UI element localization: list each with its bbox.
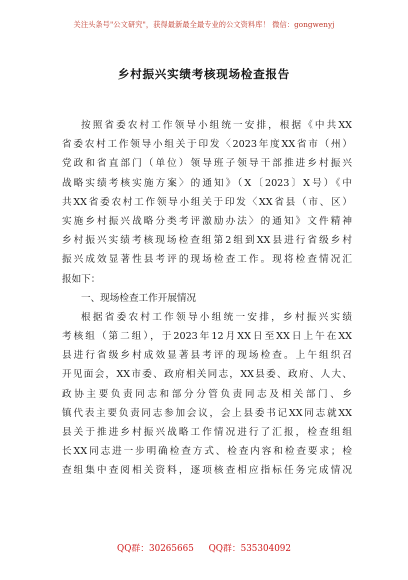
page-title: 乡村振兴实绩考核现场检查报告	[117, 67, 291, 81]
body-line: 报如下：	[62, 273, 101, 285]
body-line: 省委农村工作领导小组关于印发〈2023年度XX省市（州）	[62, 139, 352, 151]
body-line: 政协主要负责同志和部分分管负责同志及相关部门、乡	[62, 388, 352, 400]
document-body	[62, 116, 352, 481]
body-line: 开见面会，XX市委、政府相关同志，XX县委、政府、人大、	[62, 369, 352, 381]
header-promo-note: 关注头条号"公文研究"，获得最新最全最专业的公文资料库！ 微信：gongwenyj	[73, 20, 335, 29]
body-line: 考核组（第二组），于2023年12月XX日至XX日上午在XX	[62, 331, 352, 343]
section-heading: 一、现场检查工作开展情况	[81, 292, 197, 304]
body-line: 镇代表主要负责同志参加会议，会上县委书记XX同志就XX	[62, 407, 352, 419]
body-line: 振兴成效显著性县考评的现场检查工作。现将检查情况汇	[62, 254, 352, 266]
body-line: 共XX省委农村工作领导小组关于印发〈XX省县（市、区）	[62, 196, 352, 208]
footer-qq-group-2: QQ群：535304092	[208, 544, 291, 554]
body-line: 县关于推进乡村振兴战略工作情况进行了汇报，检查组组	[62, 427, 352, 438]
body-line: 实施乡村振兴战略分类考评激励办法〉的通知》文件精神	[62, 215, 352, 227]
footer-qq-groups	[0, 541, 408, 554]
body-line: 根据省委农村工作领导小组统一安排，乡村振兴实绩	[81, 311, 352, 323]
body-line: 县进行省级乡村成效显著县考评的现场检查。上午组织召	[62, 350, 352, 362]
body-line: 党政和省直部门（单位）领导班子领导干部推进乡村振兴	[62, 158, 352, 170]
body-line: 战略实绩考核实施方案〉的通知》（X〔2023〕X号）《中	[62, 177, 352, 189]
body-line: 长XX同志进一步明确检查方式、检查内容和检查要求；检	[62, 446, 352, 458]
footer-qq-group-1: QQ群：30265665	[117, 544, 194, 554]
body-line: 按照省委农村工作领导小组统一安排，根据《中共XX	[81, 120, 352, 131]
body-line: 查组集中查阅相关资料，逐项核查相应指标任务完成情况	[62, 465, 352, 477]
body-line: 乡村振兴实绩考核现场检查组第2组到XX县进行省级乡村	[62, 235, 352, 247]
